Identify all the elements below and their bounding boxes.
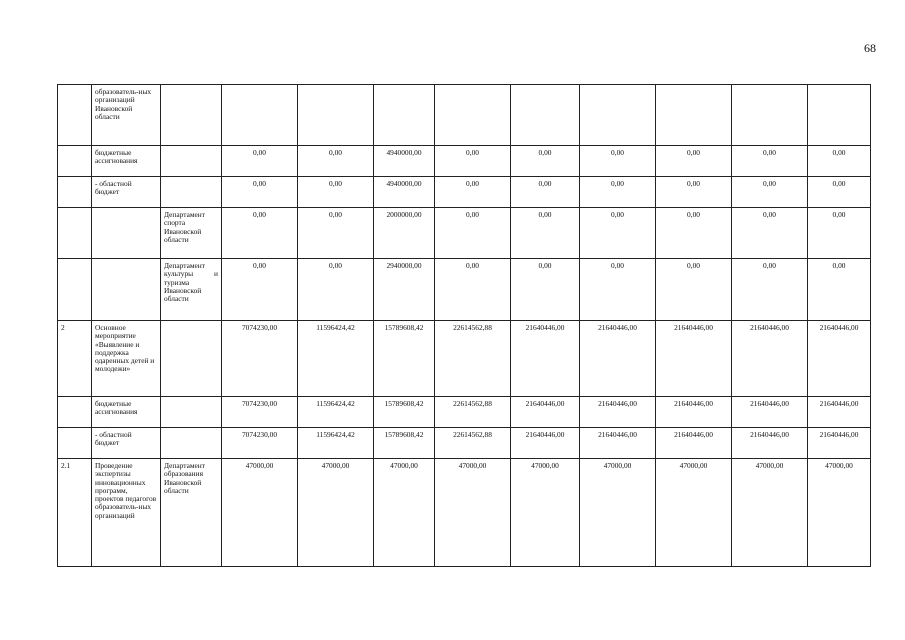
amount-cell: 47000,00 bbox=[511, 459, 580, 567]
amount-cell: 21640446,00 bbox=[656, 428, 732, 459]
executor-cell bbox=[161, 397, 222, 428]
executor-cell: Департамент культуры и туризма Ивановской области bbox=[161, 259, 222, 321]
activity-name-cell: Основное мероприятие «Выявление и поддержка одаренных детей и молодежи» bbox=[92, 321, 161, 397]
amount-cell: 0,00 bbox=[808, 146, 871, 177]
activity-name-cell bbox=[92, 208, 161, 259]
amount-cell: 21640446,00 bbox=[808, 428, 871, 459]
amount-cell: 47000,00 bbox=[808, 459, 871, 567]
amount-cell: 11596424,42 bbox=[298, 428, 374, 459]
amount-cell bbox=[222, 85, 298, 146]
amount-cell: 22614562,88 bbox=[435, 321, 511, 397]
amount-cell: 21640446,00 bbox=[808, 397, 871, 428]
table-row bbox=[58, 321, 871, 397]
amount-cell bbox=[435, 85, 511, 146]
amount-cell: 47000,00 bbox=[580, 459, 656, 567]
amount-cell: 21640446,00 bbox=[511, 428, 580, 459]
amount-cell: 0,00 bbox=[808, 177, 871, 208]
page-number: 68 bbox=[864, 41, 876, 55]
amount-cell: 0,00 bbox=[222, 208, 298, 259]
amount-cell: 0,00 bbox=[435, 177, 511, 208]
amount-cell: 0,00 bbox=[435, 259, 511, 321]
amount-cell: 0,00 bbox=[222, 146, 298, 177]
amount-cell: 0,00 bbox=[656, 146, 732, 177]
row-number-cell bbox=[58, 146, 92, 177]
executor-cell bbox=[161, 85, 222, 146]
amount-cell: 21640446,00 bbox=[511, 321, 580, 397]
amount-cell: 47000,00 bbox=[435, 459, 511, 567]
table-row bbox=[58, 177, 871, 208]
executor-cell: Департамент образования Ивановской области bbox=[161, 459, 222, 567]
amount-cell bbox=[808, 85, 871, 146]
amount-cell bbox=[511, 85, 580, 146]
amount-cell: 0,00 bbox=[580, 146, 656, 177]
activity-name-cell: - областной бюджет bbox=[92, 428, 161, 459]
amount-cell: 7074230,00 bbox=[222, 428, 298, 459]
amount-cell: 4940000,00 bbox=[374, 146, 435, 177]
amount-cell: 0,00 bbox=[435, 146, 511, 177]
amount-cell: 21640446,00 bbox=[580, 321, 656, 397]
row-number-cell bbox=[58, 208, 92, 259]
amount-cell: 0,00 bbox=[298, 208, 374, 259]
amount-cell: 22614562,88 bbox=[435, 428, 511, 459]
amount-cell: 22614562,88 bbox=[435, 397, 511, 428]
amount-cell: 47000,00 bbox=[656, 459, 732, 567]
table-row bbox=[58, 397, 871, 428]
amount-cell: 21640446,00 bbox=[656, 397, 732, 428]
table-row bbox=[58, 259, 871, 321]
amount-cell: 15789608,42 bbox=[374, 397, 435, 428]
amount-cell: 47000,00 bbox=[732, 459, 808, 567]
amount-cell bbox=[374, 85, 435, 146]
amount-cell: 2000000,00 bbox=[374, 208, 435, 259]
amount-cell: 0,00 bbox=[511, 177, 580, 208]
table-row bbox=[58, 146, 871, 177]
amount-cell: 7074230,00 bbox=[222, 397, 298, 428]
amount-cell: 0,00 bbox=[435, 208, 511, 259]
table-row bbox=[58, 208, 871, 259]
activity-name-cell bbox=[92, 259, 161, 321]
amount-cell: 15789608,42 bbox=[374, 428, 435, 459]
amount-cell: 0,00 bbox=[511, 208, 580, 259]
amount-cell: 0,00 bbox=[732, 208, 808, 259]
executor-cell bbox=[161, 177, 222, 208]
amount-cell: 0,00 bbox=[580, 259, 656, 321]
activity-name-cell: - областной бюджет bbox=[92, 177, 161, 208]
row-number-cell: 2.1 bbox=[58, 459, 92, 567]
amount-cell: 11596424,42 bbox=[298, 321, 374, 397]
amount-cell bbox=[732, 85, 808, 146]
table-row bbox=[58, 85, 871, 146]
amount-cell: 21640446,00 bbox=[511, 397, 580, 428]
amount-cell: 47000,00 bbox=[374, 459, 435, 567]
amount-cell: 47000,00 bbox=[298, 459, 374, 567]
amount-cell: 0,00 bbox=[222, 177, 298, 208]
amount-cell: 0,00 bbox=[580, 177, 656, 208]
amount-cell bbox=[656, 85, 732, 146]
amount-cell: 21640446,00 bbox=[656, 321, 732, 397]
amount-cell: 21640446,00 bbox=[732, 397, 808, 428]
amount-cell: 47000,00 bbox=[222, 459, 298, 567]
table-row bbox=[58, 459, 871, 567]
table-row bbox=[58, 428, 871, 459]
amount-cell: 0,00 bbox=[222, 259, 298, 321]
executor-cell bbox=[161, 428, 222, 459]
amount-cell: 0,00 bbox=[511, 146, 580, 177]
amount-cell: 0,00 bbox=[511, 259, 580, 321]
amount-cell bbox=[298, 85, 374, 146]
amount-cell: 0,00 bbox=[580, 208, 656, 259]
amount-cell: 21640446,00 bbox=[580, 428, 656, 459]
amount-cell bbox=[580, 85, 656, 146]
amount-cell: 7074230,00 bbox=[222, 321, 298, 397]
amount-cell: 0,00 bbox=[808, 208, 871, 259]
amount-cell: 0,00 bbox=[732, 146, 808, 177]
amount-cell: 0,00 bbox=[656, 259, 732, 321]
row-number-cell bbox=[58, 259, 92, 321]
amount-cell: 2940000,00 bbox=[374, 259, 435, 321]
amount-cell: 0,00 bbox=[298, 177, 374, 208]
amount-cell: 0,00 bbox=[808, 259, 871, 321]
budget-table bbox=[57, 84, 871, 567]
amount-cell: 0,00 bbox=[732, 259, 808, 321]
executor-cell bbox=[161, 146, 222, 177]
row-number-cell bbox=[58, 85, 92, 146]
executor-cell bbox=[161, 321, 222, 397]
amount-cell: 21640446,00 bbox=[732, 428, 808, 459]
activity-name-cell: бюджетные ассигнования bbox=[92, 397, 161, 428]
amount-cell: 4940000,00 bbox=[374, 177, 435, 208]
amount-cell: 0,00 bbox=[656, 177, 732, 208]
amount-cell: 21640446,00 bbox=[808, 321, 871, 397]
activity-name-cell: Проведение экспертизы инновационных программ, проектов педагогов образователь-ных организаций bbox=[92, 459, 161, 567]
row-number-cell: 2 bbox=[58, 321, 92, 397]
row-number-cell bbox=[58, 177, 92, 208]
activity-name-cell: образователь-ных организаций Ивановской области bbox=[92, 85, 161, 146]
amount-cell: 11596424,42 bbox=[298, 397, 374, 428]
amount-cell: 0,00 bbox=[732, 177, 808, 208]
amount-cell: 21640446,00 bbox=[732, 321, 808, 397]
row-number-cell bbox=[58, 397, 92, 428]
amount-cell: 21640446,00 bbox=[580, 397, 656, 428]
amount-cell: 15789608,42 bbox=[374, 321, 435, 397]
activity-name-cell: бюджетные ассигнования bbox=[92, 146, 161, 177]
executor-cell: Департамент спорта Ивановской области bbox=[161, 208, 222, 259]
amount-cell: 0,00 bbox=[656, 208, 732, 259]
amount-cell: 0,00 bbox=[298, 259, 374, 321]
row-number-cell bbox=[58, 428, 92, 459]
amount-cell: 0,00 bbox=[298, 146, 374, 177]
